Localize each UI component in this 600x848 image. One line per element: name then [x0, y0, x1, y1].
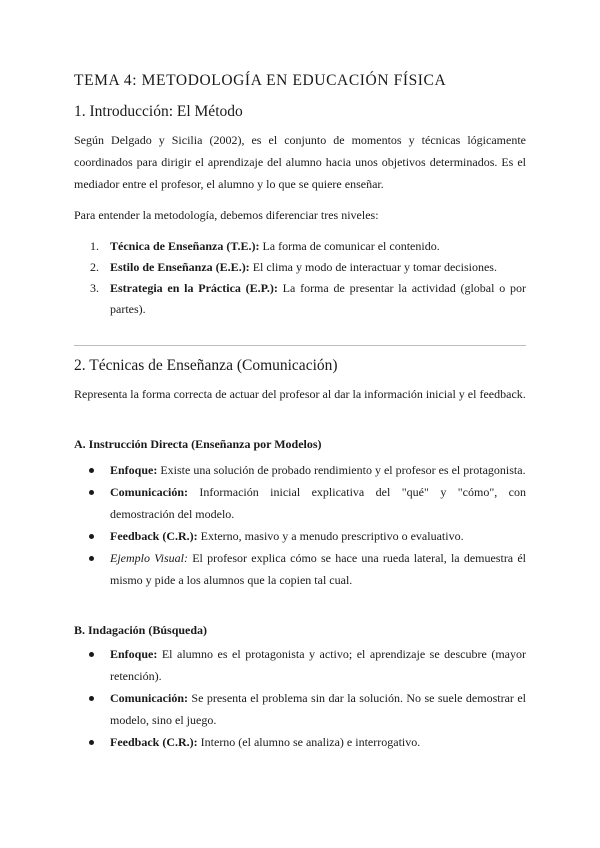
horizontal-divider [74, 345, 526, 346]
level-text: El clima y modo de interactuar y tomar decisiones. [249, 260, 497, 274]
section-heading-techniques: 2. Técnicas de Enseñanza (Comunicación) [74, 357, 338, 374]
item-term: Enfoque: [110, 463, 158, 477]
document-title: TEMA 4: METODOLOGÍA EN EDUCACIÓN FÍSICA [74, 72, 447, 89]
inquiry-list [74, 643, 526, 753]
list-item [74, 459, 526, 481]
level-item [74, 278, 526, 320]
item-text: Información inicial explicativa del "qué" y "cómo", con demostración del modelo. [110, 485, 526, 521]
level-item [74, 236, 526, 257]
item-term: Enfoque: [110, 647, 158, 661]
bullet-icon [89, 696, 94, 701]
item-term: Comunicación: [110, 485, 188, 499]
list-number: 3. [90, 281, 99, 295]
item-term: Feedback (C.R.): [110, 735, 198, 749]
section-heading-intro: 1. Introducción: El Método [74, 103, 243, 120]
item-text: El alumno es el protagonista y activo; el aprendizaje se descubre (mayor retención). [110, 647, 526, 683]
level-text: La forma de comunicar el contenido. [259, 239, 440, 253]
bullet-icon [89, 490, 94, 495]
bullet-icon [89, 468, 94, 473]
levels-intro-paragraph: Para entender la metodología, debemos diferenciar tres niveles: [74, 208, 379, 222]
intro-paragraph: Según Delgado y Sicilia (2002), es el conjunto de momentos y técnicas lógicamente coordinados para dirigir el aprendizaje del alumno hacia unos objetivos determinados. Es el mediador entre el profesor, el alumno y lo que se quiere enseñar. [74, 133, 526, 191]
level-text: La forma de presentar la actividad (global o por partes). [110, 281, 526, 316]
level-item [74, 257, 526, 278]
item-term: Ejemplo Visual: [110, 551, 188, 565]
subsection-heading-direct-instruction: A. Instrucción Directa (Enseñanza por Modelos) [74, 437, 322, 451]
list-item [74, 687, 526, 731]
bullet-icon [89, 740, 94, 745]
direct-instruction-list [74, 459, 526, 591]
item-text: Existe una solución de probado rendimiento y el profesor es el protagonista. [157, 463, 526, 477]
levels-list [74, 236, 526, 320]
item-text: Se presenta el problema sin dar la solución. No se suele demostrar el modelo, sino el juego. [110, 691, 526, 727]
item-text: Interno (el alumno se analiza) e interrogativo. [197, 735, 421, 749]
level-term: Estilo de Enseñanza (E.E.): [110, 260, 250, 274]
list-number: 1. [90, 239, 99, 253]
list-item [74, 525, 526, 547]
list-item [74, 731, 526, 753]
list-number: 2. [90, 260, 99, 274]
item-text: El profesor explica cómo se hace una rueda lateral, la demuestra él mismo y pide a los alumnos que la copien tal cual. [110, 551, 527, 587]
techniques-paragraph: Representa la forma correcta de actuar del profesor al dar la información inicial y el feedback. [74, 387, 526, 401]
level-term: Técnica de Enseñanza (T.E.): [110, 239, 260, 253]
list-item [74, 547, 526, 591]
level-term: Estrategia en la Práctica (E.P.): [110, 281, 278, 295]
bullet-icon [89, 534, 94, 539]
bullet-icon [89, 652, 94, 657]
list-item [74, 643, 526, 687]
item-term: Comunicación: [110, 691, 188, 705]
item-text: Externo, masivo y a menudo prescriptivo o evaluativo. [197, 529, 464, 543]
list-item [74, 481, 526, 525]
subsection-heading-inquiry: B. Indagación (Búsqueda) [74, 623, 208, 637]
item-term: Feedback (C.R.): [110, 529, 198, 543]
bullet-icon [89, 556, 94, 561]
